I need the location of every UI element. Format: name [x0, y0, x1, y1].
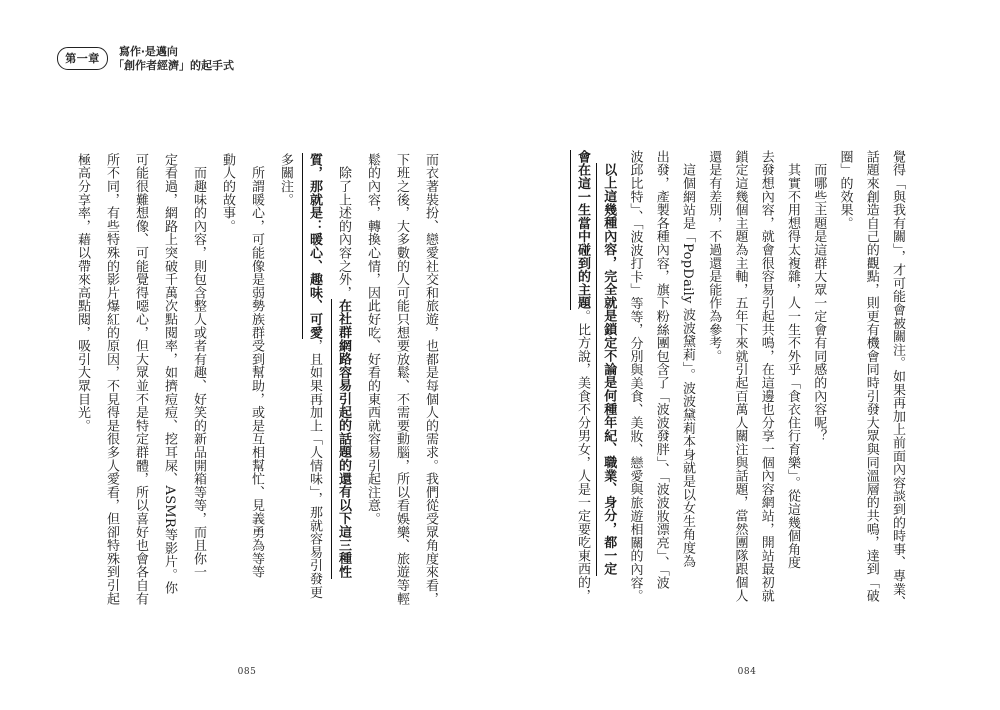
text-column [654, 150, 668, 625]
body-text: 。比方說，美食不分男女，人是一定要吃東西的， [575, 309, 590, 603]
body-text: 而衣著裝扮、戀愛社交和旅遊，也都是每個人的需求。我們從受眾角度來看， [423, 153, 438, 606]
text-column [191, 153, 205, 628]
body-text: ，且如果再加上「人情味」，那就容易引發更 [307, 339, 322, 599]
body-text: 定看過，網路上突破千萬次點閱率，如擠痘痘、挖耳屎、ASMR等影片。你 [162, 153, 177, 595]
text-column [864, 150, 878, 625]
text-column [601, 150, 615, 625]
emphasized-text: 質，那就是：暖心、趣味、可愛 [302, 153, 322, 339]
text-column [336, 153, 350, 628]
text-column [162, 153, 176, 628]
page-number-left: 085 [237, 667, 257, 677]
body-text: 所不同，有些特殊的影片爆紅的原因，不見得是很多人愛看，但卻特殊到引起 [104, 153, 119, 606]
text-column [423, 153, 437, 628]
chapter-title-line-2: 「創作者經濟」的起手式 [113, 59, 234, 72]
text-column [133, 153, 147, 628]
body-text: 下班之後，大多數的人可能只想要放鬆、不需要動腦，所以看娛樂、旅遊等輕 [394, 153, 409, 606]
body-text: 而趣味的內容，則包含整人或者有趣、好笑的新品開箱等等，而且你一 [191, 153, 206, 579]
text-column [365, 153, 379, 628]
text-column [680, 150, 694, 625]
text-column [838, 150, 852, 625]
text-column [75, 153, 89, 628]
body-text: 鎖定這幾個主題為主軸，五年下來就引起百萬人關注與話題，當然團隊跟個人 [732, 150, 748, 603]
emphasized-text: 在社群網路容易引起的話題的還有以下這三種性 [331, 299, 351, 578]
text-column [759, 150, 773, 625]
chapter-title-line-1: 寫作‧是邁向 [119, 45, 178, 58]
text-column [220, 153, 234, 628]
body-text: 覺得「與我有關」，才可能會被關注。如果再加上前面內容談到的時事、專業、 [890, 150, 905, 609]
text-column [575, 150, 589, 625]
text-column [394, 153, 408, 628]
text-column [811, 150, 825, 625]
body-text: 多關注。 [278, 153, 293, 207]
text-column [628, 150, 642, 625]
body-text: 話題來創造自己的觀點，則更有機會同時引發大眾與同溫層的共鳴，達到「破 [863, 150, 879, 603]
text-column [733, 150, 747, 625]
body-text: 除了上述的內容之外， [336, 153, 351, 300]
body-text: 鬆的內容，轉換心情，因此好吃、好看的東西就容易引起注意。 [365, 153, 380, 526]
body-text: 波邱比特」、「波波打卡」等等，分別與美食、美妝、戀愛與旅遊相關的內容。 [627, 150, 643, 603]
chapter-label: 第一章 [57, 47, 108, 70]
right-page-text [575, 150, 904, 630]
body-text: 這個網站是「PopDaily 波波黛莉」。波波黛莉本身就是以女生角度為 [680, 150, 695, 568]
body-text: 其實不用想得太複雜，人一生不外乎「食衣住行育樂」。從這幾個角度 [785, 150, 800, 570]
text-column [249, 153, 263, 628]
body-text: 可能很難想像、可能覺得噁心，但大眾並不是特定群體，所以喜好也會各自有 [133, 153, 148, 606]
body-text: 所謂暖心，可能像是弱勢族群受到幫助，或是互相幫忙、見義勇為等等 [249, 153, 264, 579]
body-text: 動人的故事。 [220, 153, 235, 233]
text-column [278, 153, 292, 628]
body-text: 而哪些主題是這群大眾一定會有同感的內容呢？ [811, 150, 827, 443]
left-page-text [75, 153, 437, 633]
body-text [601, 150, 616, 163]
text-column [706, 150, 720, 625]
text-column [785, 150, 799, 625]
body-text: 極高分享率，藉以帶來高點閱，吸引大眾目光。 [75, 153, 90, 433]
body-text: 還是有差別，不過還是能作為參考。 [706, 150, 722, 363]
text-column [104, 153, 118, 628]
body-text: 出發，產製各種內容，旗下粉絲團包含了「波波發胖」、「波波妝漂亮」、「波 [653, 150, 669, 590]
body-text: 去發想內容，就會很容易引起共鳴，在這邊也分享一個內容網站，開站最初就 [758, 150, 774, 603]
body-text: 圈」的效果。 [837, 150, 853, 230]
text-column [307, 153, 321, 628]
emphasized-text: 會在這一生當中碰到的主題 [570, 150, 590, 310]
emphasized-text: 以上這幾種內容，完全就是鎖定不論是何種年紀、職業、身分，都一定 [596, 163, 616, 575]
page-number-right: 084 [737, 667, 757, 677]
text-column [890, 150, 904, 625]
